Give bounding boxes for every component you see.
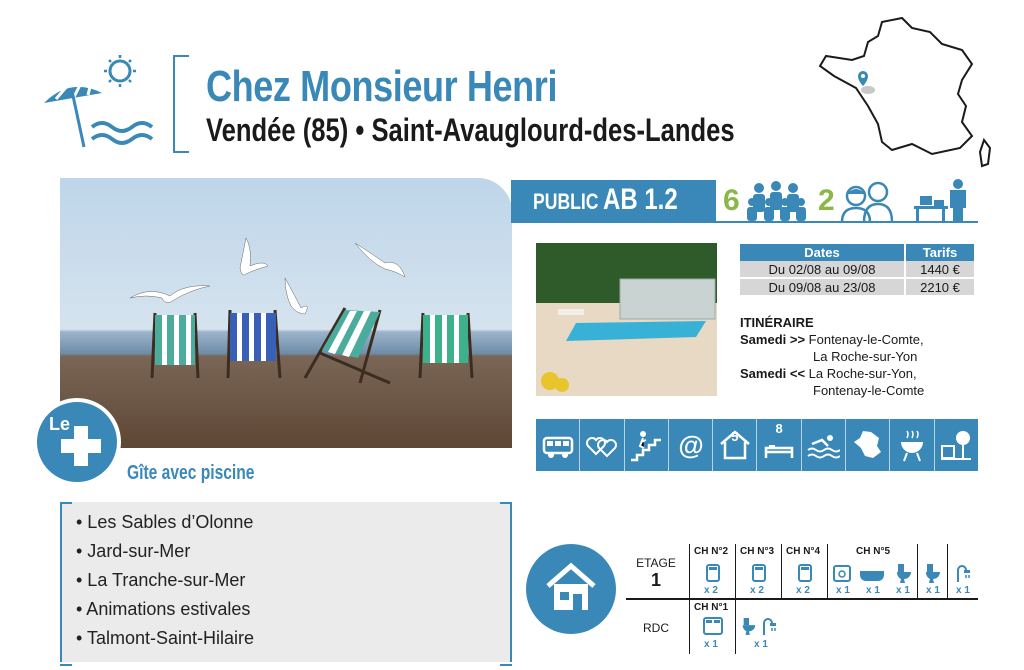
svg-text:@: @ bbox=[677, 430, 704, 460]
table-row bbox=[740, 261, 974, 279]
count-label: x 1 bbox=[866, 585, 880, 596]
count-label: x 1 bbox=[704, 639, 718, 650]
date-cell: Du 09/08 au 23/08 bbox=[740, 279, 904, 297]
bed-icon bbox=[751, 564, 767, 582]
garden-icon bbox=[935, 419, 978, 471]
public-band bbox=[511, 180, 716, 223]
date-cell: Du 02/08 au 09/08 bbox=[740, 261, 904, 279]
itinerary bbox=[740, 314, 924, 399]
house-rooms-icon: 5 bbox=[713, 419, 757, 471]
tarifs-header: Tarifs bbox=[906, 244, 974, 261]
le-plus-badge bbox=[33, 398, 121, 486]
column-divider bbox=[947, 544, 948, 598]
room-name: CH N°2 bbox=[694, 546, 729, 557]
france-map-icon bbox=[846, 419, 890, 471]
price-cell: 2210 € bbox=[906, 279, 974, 297]
column-divider bbox=[827, 544, 828, 598]
beach-chairs-illustration bbox=[60, 178, 512, 448]
count-label: x 1 bbox=[926, 585, 940, 596]
minibus-icon bbox=[536, 419, 580, 471]
list-item: • La Tranche-sur-Mer bbox=[76, 570, 246, 590]
column-divider bbox=[735, 544, 736, 654]
public-label: PUBLIC bbox=[533, 188, 599, 214]
dates-header: Dates bbox=[740, 244, 904, 261]
column-divider bbox=[689, 544, 690, 654]
etage-label: ETAGE bbox=[636, 556, 676, 570]
bed-icon bbox=[705, 564, 721, 582]
double-bed-icon bbox=[703, 616, 723, 636]
pool-photo bbox=[536, 243, 717, 396]
badge-le-label: Le bbox=[49, 414, 71, 434]
room-name: CH N°1 bbox=[694, 602, 729, 613]
count-label: x 2 bbox=[704, 585, 718, 596]
column-divider bbox=[917, 544, 918, 598]
count-label: x 1 bbox=[896, 585, 910, 596]
pool-illustration bbox=[536, 243, 717, 396]
amenities-strip bbox=[536, 419, 978, 471]
toilet-icon bbox=[895, 563, 913, 583]
count-label: x 2 bbox=[796, 585, 810, 596]
bed-icon bbox=[797, 564, 813, 582]
dates-table bbox=[738, 244, 976, 297]
list-item: • Les Sables d’Olonne bbox=[76, 512, 254, 532]
count-label: x 1 bbox=[956, 585, 970, 596]
swimming-icon bbox=[802, 419, 846, 471]
count-label: x 1 bbox=[836, 585, 850, 596]
table-row bbox=[740, 279, 974, 297]
at-icon bbox=[669, 419, 713, 471]
itinerary-back-label: Samedi << bbox=[740, 366, 806, 381]
house-badge bbox=[526, 544, 616, 634]
activities-list bbox=[60, 502, 512, 662]
group-count: 6 bbox=[723, 184, 740, 217]
group-icon bbox=[745, 180, 807, 222]
shower-icon bbox=[760, 617, 780, 635]
france-map-icon bbox=[812, 14, 994, 174]
list-item: • Jard-sur-Mer bbox=[76, 541, 191, 561]
list-item: • Animations estivales bbox=[76, 599, 251, 619]
staff-icon bbox=[836, 180, 898, 222]
desk-icon bbox=[912, 178, 976, 222]
itinerary-out-line1: Fontenay-le-Comte, bbox=[808, 332, 924, 347]
itinerary-title: ITINÉRAIRE bbox=[740, 315, 814, 330]
room-name: CH N°4 bbox=[786, 546, 821, 557]
house-icon bbox=[544, 560, 598, 614]
double-bed-icon bbox=[833, 564, 851, 582]
staff-count: 2 bbox=[818, 184, 835, 217]
public-value: AB 1.2 bbox=[603, 183, 678, 216]
room-name: CH N°3 bbox=[740, 546, 775, 557]
rdc-label: RDC bbox=[643, 621, 669, 635]
hearts-icon bbox=[580, 419, 624, 471]
itinerary-back-line1: La Roche-sur-Yon, bbox=[808, 366, 917, 381]
barbecue-icon bbox=[890, 419, 934, 471]
room-name: CH N°5 bbox=[856, 546, 891, 557]
highlight-label: Gîte avec piscine bbox=[127, 462, 255, 484]
toilet-icon bbox=[741, 616, 757, 636]
beach-photo bbox=[60, 178, 512, 448]
count-label: x 2 bbox=[750, 585, 764, 596]
column-divider bbox=[781, 544, 782, 598]
price-cell: 1440 € bbox=[906, 261, 974, 279]
floor-divider bbox=[626, 598, 978, 600]
beds-icon: 8 bbox=[757, 419, 801, 471]
count-label: x 1 bbox=[754, 639, 768, 650]
itinerary-out-line2: La Roche-sur-Yon bbox=[813, 349, 918, 364]
stairs-icon bbox=[625, 419, 669, 471]
bathtub-icon bbox=[859, 566, 885, 582]
plus-icon bbox=[59, 424, 103, 468]
itinerary-out-label: Samedi >> bbox=[740, 332, 806, 347]
shower-icon bbox=[954, 564, 974, 582]
itinerary-back-line2: Fontenay-le-Comte bbox=[813, 383, 925, 398]
page-subtitle: Vendée (85) • Saint-Avauglourd-des-Landes bbox=[206, 112, 735, 148]
list-item: • Talmont-Saint-Hilaire bbox=[76, 628, 255, 648]
page-title: Chez Monsieur Henri bbox=[206, 62, 558, 111]
beach-logo-icon bbox=[40, 55, 170, 155]
title-bracket bbox=[173, 55, 189, 153]
toilet-icon bbox=[924, 563, 942, 583]
etage-number: 1 bbox=[650, 570, 661, 590]
